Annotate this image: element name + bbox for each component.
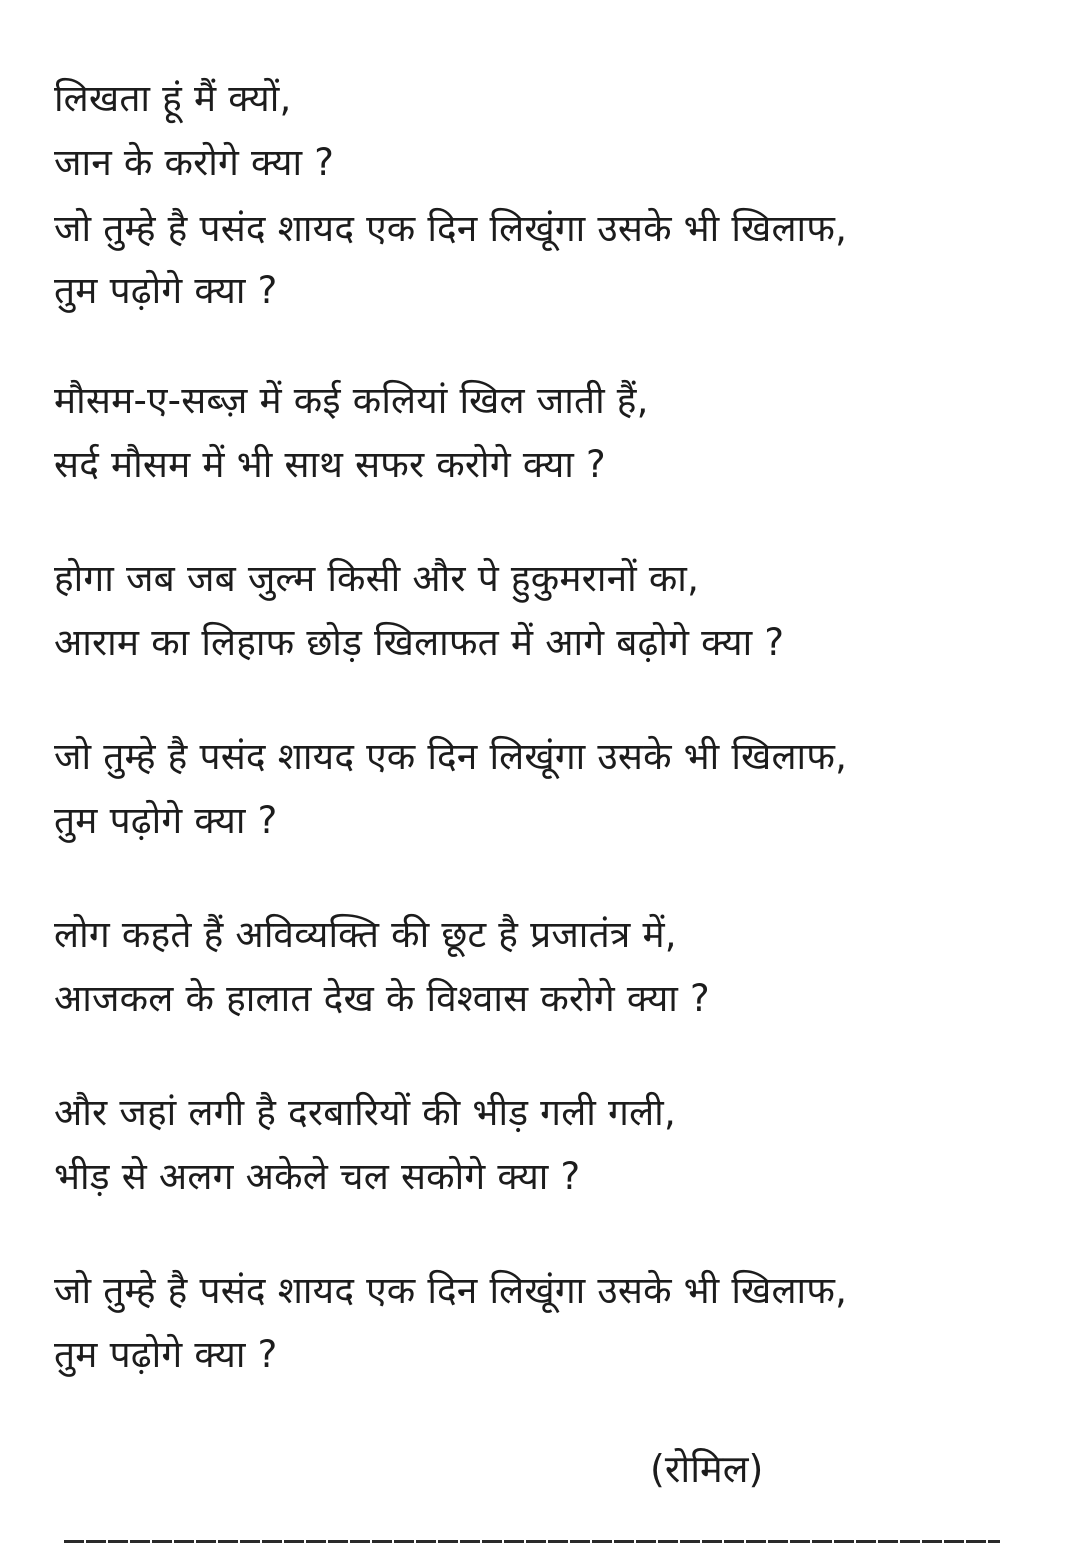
poem-line: लिखता हूं मैं क्यों, — [54, 77, 292, 120]
poem-line: होगा जब जब जुल्म किसी और पे हुकुमरानों का, — [54, 557, 700, 600]
poem-line: जो तुम्हे है पसंद शायद एक दिन लिखूंगा उसके भी खिलाफ, — [54, 1269, 848, 1312]
author-signature: (रोमिल) — [650, 1447, 764, 1491]
poem-line: आजकल के हालात देख के विश्वास करोगे क्या ? — [54, 977, 710, 1020]
poem-line: सर्द मौसम में भी साथ सफर करोगे क्या ? — [54, 443, 606, 486]
poem-line: जान के करोगे क्या ? — [54, 141, 335, 184]
poem-line: मौसम-ए-सब्ज़ में कई कलियां खिल जाती हैं, — [54, 379, 649, 422]
poem-line: भीड़ से अलग अकेले चल सकोगे क्या ? — [54, 1155, 581, 1198]
dashed-divider — [64, 1540, 1000, 1543]
poem-line: जो तुम्हे है पसंद शायद एक दिन लिखूंगा उसके भी खिलाफ, — [54, 735, 848, 778]
poem-line: तुम पढ़ोगे क्या ? — [54, 269, 278, 312]
poem-line: तुम पढ़ोगे क्या ? — [54, 799, 278, 842]
poem-line: आराम का लिहाफ छोड़ खिलाफत में आगे बढ़ोगे क्या ? — [54, 621, 785, 664]
poem-line: लोग कहते हैं अविव्यक्ति की छूट है प्रजातंत्र में, — [54, 913, 677, 956]
poem-line: जो तुम्हे है पसंद शायद एक दिन लिखूंगा उसके भी खिलाफ, — [54, 207, 848, 250]
poem-line: और जहां लगी है दरबारियों की भीड़ गली गली, — [54, 1091, 676, 1134]
poem-line: तुम पढ़ोगे क्या ? — [54, 1333, 278, 1376]
